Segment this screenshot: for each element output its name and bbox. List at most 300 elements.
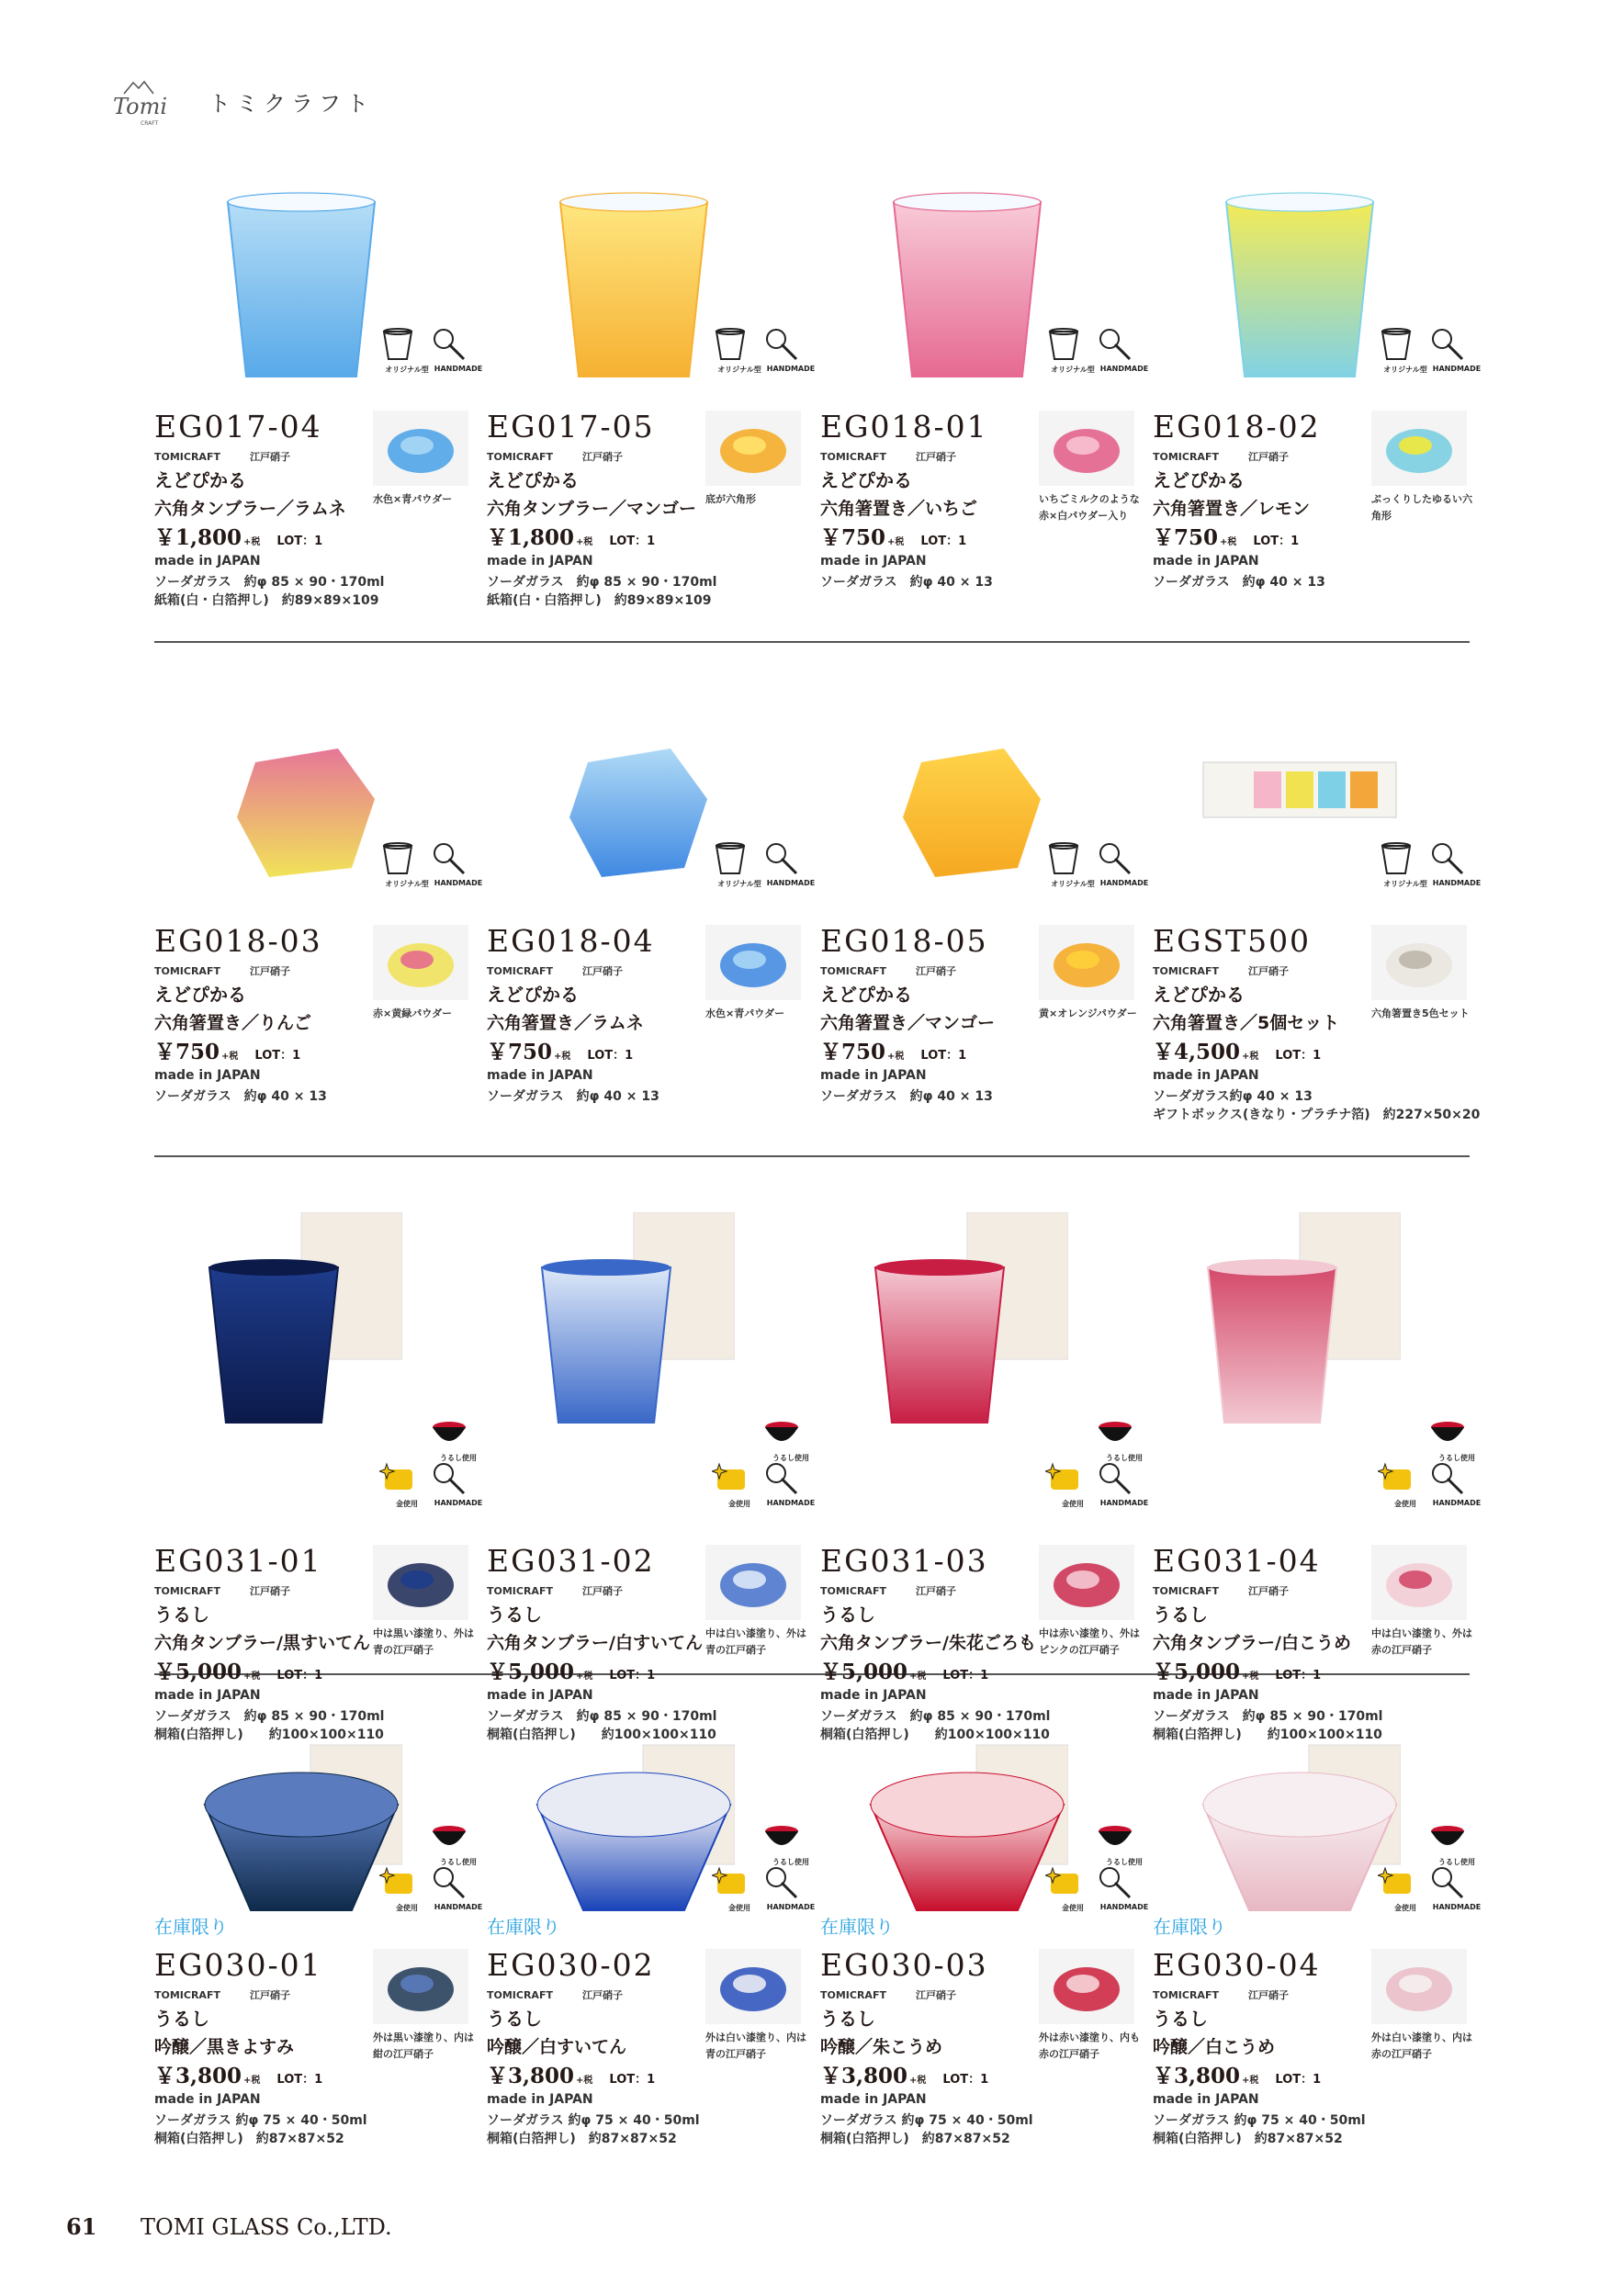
urushi-badge (763, 1414, 814, 1462)
original-mold-badge-caption: オリジナル型 (1051, 366, 1095, 374)
product-card (1153, 1212, 1483, 1742)
origin-label: made in JAPAN (154, 2092, 261, 2107)
product-photo (533, 1212, 735, 1424)
gold-icon (712, 1864, 749, 1901)
spec-material: ソーダガラス 約φ 40 × 13 (487, 1089, 659, 1104)
original-mold-badge (712, 840, 762, 888)
detail-photo (705, 1545, 801, 1620)
urushi-badge (1429, 1818, 1480, 1866)
product-code: EG018-02 (1153, 409, 1321, 445)
product-code: EGST500 (1153, 923, 1312, 959)
maker-line (154, 1987, 290, 2002)
product-card (487, 1727, 817, 2204)
detail-thumbnail (1039, 925, 1134, 1000)
detail-thumbnail (373, 411, 468, 486)
feature-icons (712, 326, 817, 400)
maker-brand: TOMICRAFT (1153, 451, 1219, 463)
gold-badge (1378, 1460, 1428, 1508)
urushi-icon (1429, 1414, 1466, 1451)
series-name: うるし (154, 2008, 209, 2030)
spec-packaging: 桐箱(白箔押し) 約100×100×110 (820, 1728, 1050, 1742)
maker-craft: 江戸硝子 (249, 451, 290, 463)
price-value: ￥750 (1153, 525, 1219, 550)
spec-material: ソーダガラス 約φ 85 × 90・170ml (820, 1709, 1051, 1724)
handmade-badge (431, 840, 483, 887)
origin-label: made in JAPAN (820, 554, 927, 568)
handmade-badge-caption: HANDMADE (434, 1903, 483, 1911)
original-mold-badge (1045, 326, 1096, 374)
original-mold-badge-caption: オリジナル型 (717, 366, 761, 374)
urushi-badge (431, 1414, 481, 1462)
company-name: TOMI GLASS Co.,LTD. (141, 2214, 392, 2240)
handmade-badge-caption: HANDMADE (434, 879, 483, 887)
maker-brand: TOMICRAFT (487, 1585, 553, 1597)
lot-label: LOT：1 (587, 1049, 634, 1063)
original-mold-badge (379, 840, 430, 888)
feature-icons (1045, 840, 1151, 914)
product-photo-frame (866, 698, 1068, 909)
maker-craft: 江戸硝子 (915, 1989, 956, 2001)
detail-note: いちごミルクのような赤×白パウダー入り (1039, 493, 1140, 522)
spec-material: ソーダガラス 約φ 85 × 90・170ml (154, 1709, 385, 1724)
urushi-badge (1097, 1818, 1147, 1866)
price-value: ￥3,800 (487, 2064, 575, 2088)
urushi-badge-caption: うるし使用 (772, 1858, 809, 1866)
maker-craft: 江戸硝子 (581, 451, 623, 463)
series-name: えどぴかる (154, 469, 246, 491)
maker-line (154, 449, 290, 464)
product-photo (866, 1727, 1068, 1938)
original-mold-badge-caption: オリジナル型 (1383, 366, 1427, 374)
urushi-badge (1097, 1414, 1147, 1462)
product-card (154, 1727, 485, 2204)
urushi-badge (763, 1818, 814, 1866)
detail-thumbnail (1039, 411, 1134, 486)
maker-brand: TOMICRAFT (820, 965, 886, 977)
spec-packaging: 桐箱(白箔押し) 約100×100×110 (1153, 1728, 1382, 1742)
detail-photo (373, 1949, 468, 2024)
product-photo-frame (866, 184, 1068, 395)
handmade-badge (1097, 326, 1149, 373)
product-photo-frame (866, 1727, 1068, 1938)
urushi-badge-caption: うるし使用 (1106, 1454, 1143, 1462)
price-value: ￥1,800 (154, 525, 242, 550)
urushi-badge-caption: うるし使用 (440, 1858, 477, 1866)
maker-brand: TOMICRAFT (487, 965, 553, 977)
product-name: 六角箸置き／マンゴー (820, 1013, 996, 1033)
product-code: EG031-01 (154, 1543, 322, 1579)
logo-text: Tomi (113, 94, 168, 119)
product-photo (200, 1212, 402, 1424)
spec-material: ソーダガラス 約φ 75 × 40・50ml (154, 2113, 367, 2128)
maker-line (1153, 1583, 1289, 1598)
spec-packaging: 桐箱(白箔押し) 約100×100×110 (487, 1728, 716, 1742)
product-name: 吟醸／黒きよすみ (154, 2037, 295, 2057)
urushi-badge-caption: うるし使用 (1438, 1454, 1475, 1462)
tax-label: +税 (909, 2076, 927, 2086)
handmade-icon (1097, 1864, 1133, 1901)
maker-brand: TOMICRAFT (154, 451, 220, 463)
maker-line (487, 1583, 623, 1598)
product-photo-frame (866, 1212, 1068, 1424)
urushi-badge-caption: うるし使用 (1106, 1858, 1143, 1866)
gold-icon (1045, 1864, 1082, 1901)
product-name: 六角タンブラー/黒すいてん (154, 1633, 370, 1653)
handmade-badge-caption: HANDMADE (434, 1499, 483, 1507)
detail-photo (1039, 925, 1134, 1000)
feature-icons (712, 840, 817, 914)
maker-line (154, 963, 290, 978)
handmade-badge (431, 1864, 483, 1911)
original-mold-icon (379, 326, 416, 363)
detail-note: 六角箸置き5色セット (1371, 1007, 1470, 1019)
price-value: ￥4,500 (1153, 1040, 1241, 1064)
origin-label: made in JAPAN (820, 1068, 927, 1083)
handmade-icon (763, 1460, 800, 1497)
handmade-badge-caption: HANDMADE (1099, 1499, 1149, 1507)
tax-label: +税 (887, 1052, 905, 1062)
page-footer (66, 2213, 392, 2240)
urushi-icon (763, 1818, 800, 1855)
handmade-icon (1097, 840, 1133, 877)
gold-badge (712, 1460, 762, 1508)
lot-label: LOT：1 (1253, 535, 1300, 548)
handmade-badge (431, 1460, 483, 1507)
tax-label: +税 (576, 1671, 593, 1682)
original-mold-icon (1045, 840, 1082, 877)
maker-craft: 江戸硝子 (581, 1585, 623, 1597)
spec-material: ソーダガラス 約φ 85 × 90・170ml (487, 1709, 717, 1724)
series-name: えどぴかる (154, 984, 246, 1006)
price-value: ￥5,000 (820, 1660, 908, 1684)
detail-photo (1371, 411, 1467, 486)
product-photo (1199, 1212, 1401, 1424)
maker-craft: 江戸硝子 (581, 965, 623, 977)
urushi-badge (1429, 1414, 1480, 1462)
feature-icons (379, 840, 485, 914)
handmade-badge (431, 326, 483, 373)
maker-line (820, 1987, 956, 2002)
detail-thumbnail (373, 1545, 468, 1620)
product-photo (866, 698, 1068, 909)
tax-label: +税 (554, 1052, 571, 1062)
detail-note: 中は白い漆塗り、外は赤の江戸硝子 (1371, 1627, 1472, 1656)
product-code: EG030-03 (820, 1947, 988, 1983)
tax-label: +税 (243, 537, 261, 547)
product-card (1153, 184, 1483, 661)
price-value: ￥5,000 (1153, 1660, 1241, 1684)
tax-label: +税 (1242, 1052, 1259, 1062)
series-name: えどぴかる (487, 469, 579, 491)
product-name: 六角タンブラー／マンゴー (487, 499, 697, 519)
origin-label: made in JAPAN (1153, 2092, 1259, 2107)
price-line (154, 521, 322, 551)
tax-label: +税 (243, 2076, 261, 2086)
product-card (487, 1212, 817, 1742)
product-photo-frame (1199, 698, 1401, 909)
price-line (487, 521, 655, 551)
detail-thumbnail (373, 925, 468, 1000)
price-line (820, 1035, 966, 1065)
spec-packaging: ギフトボックス(きなり・プラチナ箔) 約227×50×20 (1153, 1108, 1481, 1122)
price-value: ￥750 (154, 1040, 220, 1064)
price-value: ￥750 (820, 1040, 886, 1064)
maker-brand: TOMICRAFT (820, 1585, 886, 1597)
price-value: ￥3,800 (1153, 2064, 1241, 2088)
urushi-badge-caption: うるし使用 (772, 1454, 809, 1462)
price-line (1153, 521, 1299, 551)
maker-brand: TOMICRAFT (487, 451, 553, 463)
detail-thumbnail (705, 411, 801, 486)
urushi-icon (431, 1414, 468, 1451)
urushi-icon (1097, 1818, 1133, 1855)
series-name: うるし (1153, 2008, 1208, 2030)
product-name: 吟醸／白こうめ (1153, 2037, 1276, 2057)
spec-packaging: 桐箱(白箔押し) 約100×100×110 (154, 1728, 384, 1742)
detail-thumbnail (705, 925, 801, 1000)
maker-line (1153, 449, 1289, 464)
maker-brand: TOMICRAFT (154, 1989, 220, 2001)
product-photo (866, 1212, 1068, 1424)
handmade-badge-caption: HANDMADE (1432, 1903, 1482, 1911)
detail-photo (373, 1545, 468, 1620)
handmade-badge (1097, 1460, 1149, 1507)
spec-packaging: 紙箱(白・白箔押し) 約89×89×109 (487, 593, 712, 608)
stock-limited-label: 在庫限り (1153, 1916, 1226, 1938)
detail-photo (705, 411, 801, 486)
product-name: 六角箸置き／5個セット (1153, 1013, 1340, 1033)
product-code: EG031-04 (1153, 1543, 1321, 1579)
detail-thumbnail (705, 1949, 801, 2024)
product-photo-frame (1199, 184, 1401, 395)
detail-photo (1371, 1545, 1467, 1620)
handmade-badge (1429, 840, 1482, 887)
handmade-icon (763, 840, 800, 877)
urushi-icon (763, 1414, 800, 1451)
maker-line (487, 963, 623, 978)
feature-icons (712, 1414, 817, 1508)
price-line (154, 1655, 322, 1685)
lot-label: LOT：1 (609, 535, 656, 548)
handmade-icon (763, 326, 800, 363)
feature-icons (712, 1818, 817, 1912)
detail-thumbnail (1039, 1949, 1134, 2024)
product-code: EG030-02 (487, 1947, 655, 1983)
detail-note: 底が六角形 (705, 493, 756, 505)
product-photo (200, 184, 402, 395)
spec-material: ソーダガラス 約φ 40 × 13 (820, 575, 993, 590)
tax-label: +税 (887, 537, 905, 547)
feature-icons (1045, 1818, 1151, 1912)
series-name: うるし (154, 1604, 209, 1626)
gold-icon (379, 1460, 416, 1497)
product-name: 六角箸置き／レモン (1153, 499, 1311, 519)
gold-badge-caption: 金使用 (1394, 1500, 1416, 1508)
lot-label: LOT：1 (1275, 1049, 1322, 1063)
handmade-badge (763, 1864, 816, 1911)
spec-packaging: 桐箱(白箔押し) 約87×87×52 (154, 2132, 344, 2146)
product-photo-frame (200, 1727, 402, 1938)
handmade-icon (431, 1864, 468, 1901)
gold-badge-caption: 金使用 (1062, 1500, 1084, 1508)
product-code: EG031-02 (487, 1543, 655, 1579)
detail-thumbnail (373, 1949, 468, 2024)
gold-icon (1378, 1460, 1414, 1497)
maker-brand: TOMICRAFT (154, 965, 220, 977)
product-photo (1199, 1727, 1401, 1938)
price-line (154, 1035, 300, 1065)
detail-note: 赤×黄緑パウダー (373, 1007, 453, 1019)
maker-line (820, 1583, 956, 1598)
gold-badge (379, 1864, 430, 1912)
handmade-icon (1429, 1460, 1466, 1497)
origin-label: made in JAPAN (820, 2092, 927, 2107)
handmade-icon (1429, 1864, 1466, 1901)
handmade-badge (763, 1460, 816, 1507)
brand-header (96, 73, 374, 129)
gold-badge (1045, 1864, 1096, 1912)
handmade-icon (1429, 326, 1466, 363)
product-card (487, 184, 817, 661)
series-name: うるし (487, 2008, 542, 2030)
detail-thumbnail (1371, 925, 1467, 1000)
series-name: うるし (487, 1604, 542, 1626)
maker-brand: TOMICRAFT (1153, 965, 1219, 977)
product-photo-frame (200, 1212, 402, 1424)
maker-craft: 江戸硝子 (915, 1585, 956, 1597)
handmade-badge-caption: HANDMADE (1099, 365, 1149, 373)
detail-photo (373, 411, 468, 486)
handmade-badge-caption: HANDMADE (766, 879, 816, 887)
maker-brand: TOMICRAFT (820, 451, 886, 463)
price-line (487, 1035, 633, 1065)
detail-photo (705, 925, 801, 1000)
feature-icons (379, 1414, 485, 1508)
product-card (820, 184, 1151, 661)
product-card (154, 1212, 485, 1742)
lot-label: LOT：1 (276, 2073, 323, 2087)
product-name: 六角タンブラー/白すいてん (487, 1633, 703, 1653)
handmade-badge-caption: HANDMADE (1099, 1903, 1149, 1911)
product-code: EG017-05 (487, 409, 655, 445)
gold-icon (712, 1460, 749, 1497)
logo-sub: CRAFT (141, 120, 159, 127)
detail-note: 水色×青パウダー (705, 1007, 785, 1019)
original-mold-badge-caption: オリジナル型 (1051, 880, 1095, 888)
handmade-badge-caption: HANDMADE (766, 1903, 816, 1911)
price-line (1153, 1035, 1321, 1065)
handmade-badge-caption: HANDMADE (1432, 1499, 1482, 1507)
product-photo (866, 184, 1068, 395)
original-mold-badge-caption: オリジナル型 (717, 880, 761, 888)
stock-limited-label: 在庫限り (487, 1916, 560, 1938)
detail-note: 中は黒い漆塗り、外は青の江戸硝子 (373, 1627, 474, 1656)
product-photo (533, 1727, 735, 1938)
price-value: ￥5,000 (487, 1660, 575, 1684)
urushi-badge (431, 1818, 481, 1866)
product-card (1153, 1727, 1483, 2204)
product-photo-frame (533, 1212, 735, 1424)
spec-material: ソーダガラス 約φ 85 × 90・170ml (1153, 1709, 1383, 1724)
maker-craft: 江戸硝子 (915, 451, 956, 463)
handmade-icon (431, 326, 468, 363)
product-code: EG018-04 (487, 923, 655, 959)
maker-brand: TOMICRAFT (820, 1989, 886, 2001)
maker-craft: 江戸硝子 (1247, 965, 1289, 977)
price-line (1153, 1655, 1321, 1685)
product-photo (1199, 184, 1401, 395)
series-name: うるし (820, 1604, 875, 1626)
price-value: ￥1,800 (487, 525, 575, 550)
feature-icons (1045, 1414, 1151, 1508)
handmade-badge-caption: HANDMADE (766, 365, 816, 373)
stock-limited-label: 在庫限り (820, 1916, 894, 1938)
price-line (487, 1655, 655, 1685)
product-code: EG030-04 (1153, 1947, 1321, 1983)
handmade-badge (1429, 326, 1482, 373)
handmade-badge-caption: HANDMADE (1099, 879, 1149, 887)
gold-icon (1045, 1460, 1082, 1497)
original-mold-badge-caption: オリジナル型 (1383, 880, 1427, 888)
gold-badge (379, 1460, 430, 1508)
lot-label: LOT：1 (942, 1669, 989, 1683)
detail-thumbnail (705, 1545, 801, 1620)
detail-photo (1039, 1949, 1134, 2024)
detail-note: 外は赤い漆塗り、内も赤の江戸硝子 (1039, 2032, 1140, 2060)
gold-badge (1378, 1864, 1428, 1912)
product-code: EG031-03 (820, 1543, 988, 1579)
detail-note: 水色×青パウダー (373, 493, 453, 505)
detail-note: 中は赤い漆塗り、外はピンクの江戸硝子 (1039, 1627, 1140, 1656)
maker-line (820, 963, 956, 978)
gold-badge (712, 1864, 762, 1912)
urushi-icon (1097, 1414, 1133, 1451)
product-name: 六角箸置き／ラムネ (487, 1013, 644, 1033)
detail-photo (1039, 1545, 1134, 1620)
tax-label: +税 (1220, 537, 1237, 547)
gold-badge-caption: 金使用 (1062, 1904, 1084, 1912)
tax-label: +税 (909, 1671, 927, 1682)
spec-material: ソーダガラス 約φ 40 × 13 (154, 1089, 327, 1104)
lot-label: LOT：1 (920, 1049, 967, 1063)
detail-photo (1371, 1949, 1467, 2024)
price-value: ￥750 (820, 525, 886, 550)
product-photo-frame (1199, 1727, 1401, 1938)
product-photo (200, 1727, 402, 1938)
lot-label: LOT：1 (1275, 2073, 1322, 2087)
maker-line (1153, 963, 1289, 978)
maker-craft: 江戸硝子 (915, 965, 956, 977)
lot-label: LOT：1 (254, 1049, 301, 1063)
detail-note: ぷっくりしたゆるい六角形 (1371, 493, 1472, 522)
stock-limited-label: 在庫限り (154, 1916, 228, 1938)
lot-label: LOT：1 (920, 535, 967, 548)
product-code: EG030-01 (154, 1947, 322, 1983)
maker-line (487, 449, 623, 464)
origin-label: made in JAPAN (487, 1688, 593, 1703)
urushi-icon (1429, 1818, 1466, 1855)
product-photo (1199, 698, 1401, 909)
series-name: えどぴかる (820, 469, 912, 491)
product-photo (533, 184, 735, 395)
series-name: えどぴかる (1153, 469, 1245, 491)
price-line (820, 2059, 988, 2089)
detail-note: 外は白い漆塗り、内は青の江戸硝子 (705, 2032, 806, 2060)
handmade-badge (1429, 1460, 1482, 1507)
maker-craft: 江戸硝子 (1247, 1585, 1289, 1597)
product-card (154, 184, 485, 661)
handmade-icon (1097, 1460, 1133, 1497)
